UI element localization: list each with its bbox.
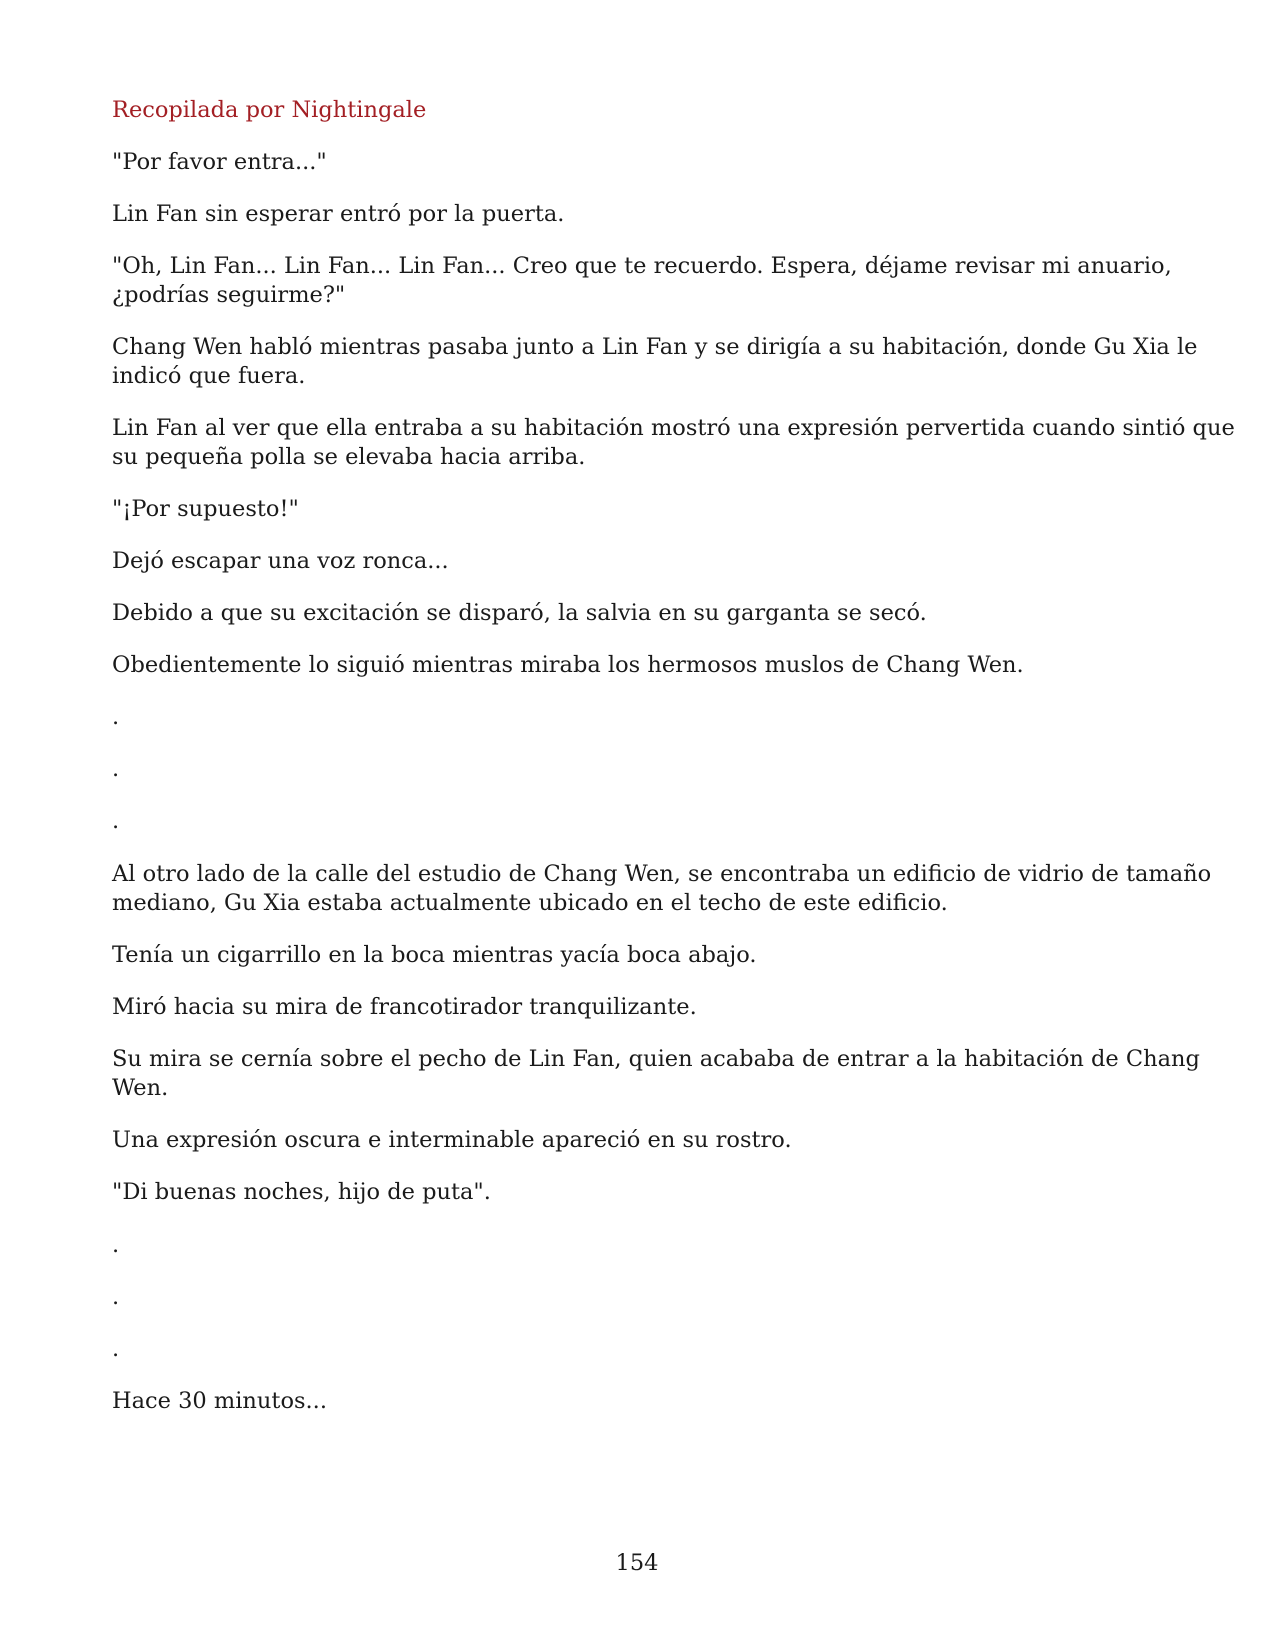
separator-dot: . <box>112 808 120 834</box>
text-line: su pequeña polla se elevaba hacia arriba. <box>112 444 586 470</box>
text-line: Dejó escapar una voz ronca... <box>112 548 449 574</box>
text-line: "Por favor entra..." <box>112 149 327 175</box>
text-line: Tenía un cigarrillo en la boca mientras yacía boca abajo. <box>112 942 757 968</box>
text-line: Lin Fan al ver que ella entraba a su habitación mostró una expresión pervertida cuando sintió que <box>112 415 1235 441</box>
separator-dot: . <box>112 1336 120 1362</box>
text-line: mediano, Gu Xia estaba actualmente ubicado en el techo de este edificio. <box>112 890 948 916</box>
text-line: "¡Por supuesto!" <box>112 496 299 522</box>
text-line: Una expresión oscura e interminable apareció en su rostro. <box>112 1127 792 1153</box>
text-line: Hace 30 minutos... <box>112 1388 327 1414</box>
text-line: "Di buenas noches, hijo de puta". <box>112 1179 491 1205</box>
text-line: indicó que fuera. <box>112 363 306 389</box>
text-line: ¿podrías seguirme?" <box>112 282 346 308</box>
page-header: Recopilada por Nightingale <box>112 97 427 123</box>
text-line: Lin Fan sin esperar entró por la puerta. <box>112 201 565 227</box>
text-line: Debido a que su excitación se disparó, la salvia en su garganta se secó. <box>112 600 927 626</box>
separator-dot: . <box>112 756 120 782</box>
document-page <box>112 0 1235 1650</box>
text-line: Obedientemente lo siguió mientras miraba los hermosos muslos de Chang Wen. <box>112 652 1024 678</box>
separator-dot: . <box>112 1232 120 1258</box>
text-line: "Oh, Lin Fan... Lin Fan... Lin Fan... Creo que te recuerdo. Espera, déjame revisar mi anuario, <box>112 253 1172 279</box>
text-line: Al otro lado de la calle del estudio de Chang Wen, se encontraba un edificio de vidrio de tamaño <box>112 861 1212 887</box>
text-line: Chang Wen habló mientras pasaba junto a Lin Fan y se dirigía a su habitación, donde Gu Xia le <box>112 334 1198 360</box>
page-number: 154 <box>615 1550 659 1576</box>
text-line: Su mira se cernía sobre el pecho de Lin Fan, quien acababa de entrar a la habitación de Chang <box>112 1046 1200 1072</box>
text-line: Miró hacia su mira de francotirador tranquilizante. <box>112 994 697 1020</box>
separator-dot: . <box>112 704 120 730</box>
text-line: Wen. <box>112 1075 169 1101</box>
separator-dot: . <box>112 1284 120 1310</box>
